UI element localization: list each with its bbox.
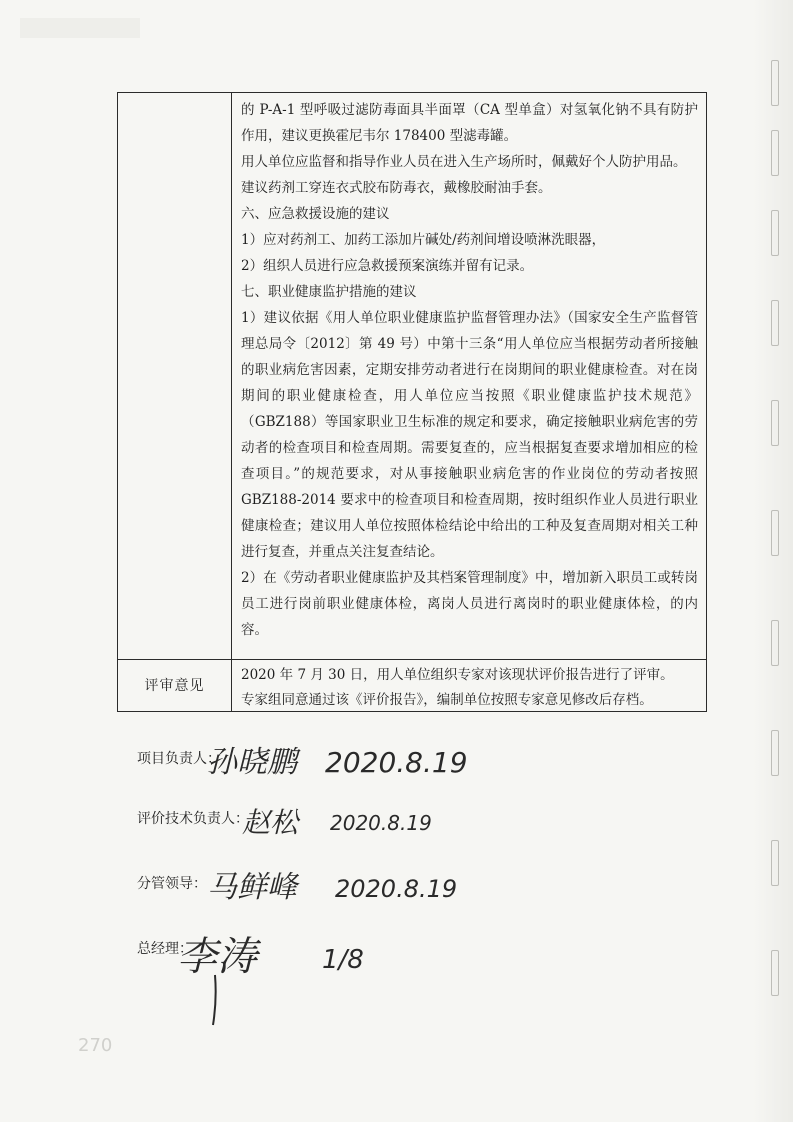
binding-mark (771, 620, 779, 666)
paragraph: 用人单位应监督和指导作业人员在进入生产场所时，佩戴好个人防护用品。 (241, 154, 687, 170)
binding-mark (771, 400, 779, 446)
review-line: 2020 年 7 月 30 日，用人单位组织专家对该现状评价报告进行了评审。 (241, 667, 674, 683)
handwritten-signature (207, 730, 507, 790)
binding-mark (771, 840, 779, 886)
page-number: 270 (78, 1035, 113, 1056)
binding-mark (771, 950, 779, 996)
paragraph: 的 P-A-1 型呼吸过滤防毒面具半面罩（CA 型单盒）对氢氧化钠不具有防护作用，建议更换霍尼韦尔 178400 型滤毒罐。 (241, 102, 698, 144)
paragraph: 1）应对药剂工、加药工添加片碱处/药剂间增设喷淋洗眼器， (241, 232, 606, 248)
paragraph: 2）组织人员进行应急救援预案演练并留有记录。 (241, 258, 534, 274)
signature-name: 李涛 (177, 934, 257, 980)
scan-edge (753, 0, 793, 1122)
binding-mark (771, 130, 779, 176)
signature-name: 赵松 (242, 806, 299, 839)
handwritten-signature (177, 920, 477, 1040)
scan-artifact (20, 18, 140, 38)
review-cell (241, 663, 698, 713)
handwritten-signature (242, 790, 542, 850)
binding-mark (771, 60, 779, 106)
review-line: 专家组同意通过该《评价报告》，编制单位按照专家意见修改后存档。 (241, 692, 653, 708)
signature-label: 总经理： (137, 941, 193, 957)
recommendations-cell (241, 97, 698, 643)
signature-date: 1/8 (322, 945, 364, 975)
report-table (117, 92, 707, 712)
review-label: 评审意见 (144, 678, 205, 694)
section-heading: 七、职业健康监护措施的建议 (241, 284, 417, 300)
signature-label: 项目负责人： (137, 751, 221, 767)
signature-project-lead (137, 730, 697, 790)
signature-date: 2020.8.19 (325, 746, 468, 779)
signature-supervisor (137, 855, 697, 915)
binding-mark (771, 210, 779, 256)
signature-name: 马鲜峰 (207, 870, 297, 905)
signature-technical-lead (137, 790, 697, 850)
column-divider (231, 93, 232, 711)
signature-label: 分管领导： (137, 876, 207, 892)
signature-general-manager (137, 920, 697, 1040)
signature-date: 2020.8.19 (330, 811, 432, 835)
handwritten-signature (207, 855, 507, 915)
section-heading: 六、应急救援设施的建议 (241, 206, 390, 222)
signature-stroke (213, 975, 216, 1025)
binding-mark (771, 510, 779, 556)
binding-mark (771, 300, 779, 346)
signature-date: 2020.8.19 (335, 875, 458, 903)
paragraph: 1）建议依据《用人单位职业健康监护监督管理办法》（国家安全生产监督管理总局令〔2012〕第 49 号）中第十三条“用人单位应当根据劳动者所接触的职业病危害因素，定期安排劳动者进行在岗期间的职业健康检查。对在岗期间的职业健康检查，用人单位应当按照《职业健康监护技术规范》（GBZ188）等国家职业卫生标准的规定和要求，确定接触职业病危害的劳动者的检查项目和检查周期。需要复查的，应当根据复查要求增加相应的检查项目。”的规范要求，对从事接触职业病危害的作业岗位的劳动者按照 GBZ188-2014 要求中的检查项目和检查周期，按时组织作业人员进行职业健康检查；建议用人单位按照体检结论中给出的工种及复查周期对相关工种进行复查，并重点关注复查结论。 (241, 310, 698, 560)
paragraph: 建议药剂工穿连衣式胶布防毒衣，戴橡胶耐油手套。 (241, 180, 552, 196)
signature-name: 孙晓鹏 (207, 745, 297, 780)
signature-label: 评价技术负责人： (137, 811, 249, 827)
binding-mark (771, 730, 779, 776)
paragraph: 2）在《劳动者职业健康监护及其档案管理制度》中，增加新入职员工或转岗员工进行岗前职业健康体检，离岗人员进行离岗时的职业健康体检，的内容。 (241, 570, 698, 638)
